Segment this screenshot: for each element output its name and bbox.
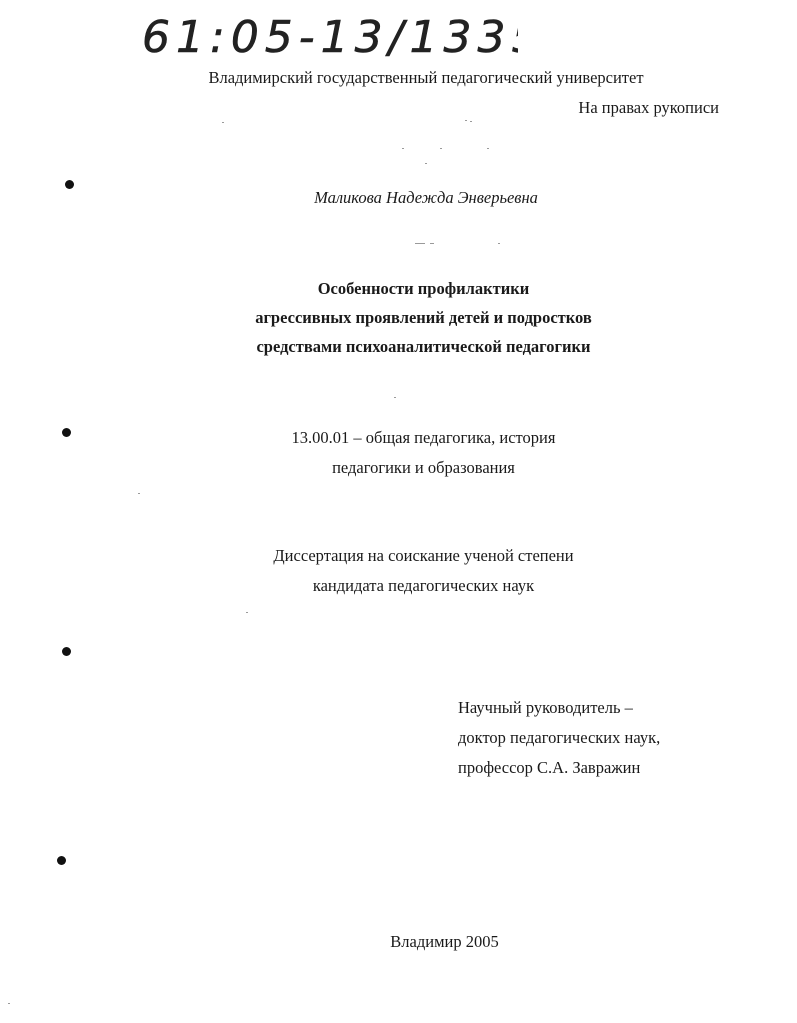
punch-hole-mark <box>57 856 66 865</box>
scan-speck <box>487 148 489 149</box>
specialty-line-2: педагогики и образования <box>332 458 515 477</box>
specialty <box>0 423 797 483</box>
scan-speck <box>440 148 442 149</box>
scan-speck <box>430 243 434 244</box>
advisor-line-1: Научный руководитель – <box>458 698 633 717</box>
scan-speck <box>415 243 425 244</box>
scientific-advisor <box>458 693 660 783</box>
scan-speck <box>465 120 467 121</box>
scan-speck <box>222 122 224 123</box>
scan-speck <box>246 612 248 613</box>
scan-speck <box>498 243 500 244</box>
handwritten-archive-code <box>138 6 518 64</box>
advisor-line-2: доктор педагогических наук, <box>458 728 661 747</box>
rights-note: На правах рукописи <box>578 98 719 117</box>
scan-speck <box>402 148 404 149</box>
title-line-2: агрессивных проявлений детей и подростков <box>255 308 592 327</box>
city-year: Владимир 2005 <box>390 932 499 951</box>
scan-speck <box>470 121 472 122</box>
dissertation-line-2: кандидата педагогических наук <box>312 576 535 595</box>
dissertation-type <box>0 541 797 601</box>
punch-hole-mark <box>62 647 71 656</box>
scan-speck <box>394 397 396 398</box>
scan-speck <box>425 163 427 164</box>
title-line-1: Особенности профилактики <box>317 279 530 298</box>
handwritten-code-text: 61:05-13/1335 <box>142 12 518 63</box>
dissertation-line-1: Диссертация на соискание ученой степени <box>273 546 574 565</box>
dissertation-title <box>0 274 797 361</box>
advisor-line-3: профессор С.А. Завражин <box>458 758 641 777</box>
punch-hole-mark <box>62 428 71 437</box>
scan-speck <box>8 1003 10 1004</box>
handwritten-code-drawing <box>138 6 518 64</box>
author-name: Маликова Надежда Энверьевна <box>314 188 538 207</box>
title-line-3: средствами психоаналитической педагогики <box>256 337 591 356</box>
university-name: Владимирский государственный педагогический университет <box>208 68 644 87</box>
specialty-line-1: 13.00.01 – общая педагогика, история <box>291 428 556 447</box>
punch-hole-mark <box>65 180 74 189</box>
scan-speck <box>138 493 140 494</box>
